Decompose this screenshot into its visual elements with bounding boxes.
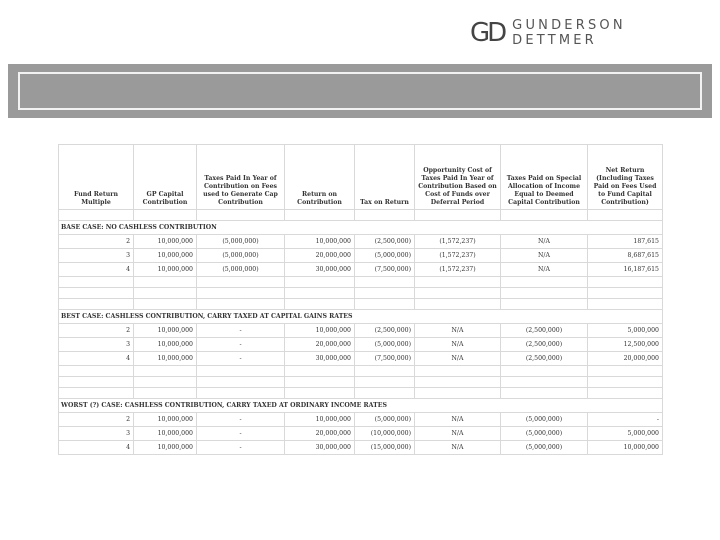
empty-cell xyxy=(415,377,501,388)
table-cell: N/A xyxy=(415,413,501,427)
title-banner-frame xyxy=(18,72,702,110)
table-cell: 10,000,000 xyxy=(134,352,197,366)
table-cell: 10,000,000 xyxy=(134,427,197,441)
empty-cell xyxy=(588,277,663,288)
table-cell: (2,500,000) xyxy=(501,324,588,338)
empty-cell xyxy=(588,299,663,310)
table-cell: 2 xyxy=(59,235,134,249)
table-cell: (5,000,000) xyxy=(501,413,588,427)
empty-cell xyxy=(285,366,355,377)
table-cell: (7,500,000) xyxy=(355,263,415,277)
empty-cell xyxy=(134,299,197,310)
spacer-row xyxy=(59,210,663,221)
table-row xyxy=(59,352,663,366)
empty-cell xyxy=(588,377,663,388)
empty-cell xyxy=(197,277,285,288)
table-cell: 12,500,000 xyxy=(588,338,663,352)
table-cell: 20,000,000 xyxy=(285,427,355,441)
table-cell: (10,000,000) xyxy=(355,427,415,441)
empty-cell xyxy=(285,210,355,221)
table-cell: (15,000,000) xyxy=(355,441,415,455)
table-cell: 30,000,000 xyxy=(285,263,355,277)
table-cell: (1,572,237) xyxy=(415,263,501,277)
empty-cell xyxy=(415,366,501,377)
table-cell: (1,572,237) xyxy=(415,249,501,263)
empty-cell xyxy=(197,388,285,399)
empty-cell xyxy=(415,288,501,299)
empty-cell xyxy=(415,299,501,310)
table-cell: (5,000,000) xyxy=(197,235,285,249)
empty-cell xyxy=(197,288,285,299)
empty-cell xyxy=(355,210,415,221)
empty-cell xyxy=(59,366,134,377)
table-cell: 10,000,000 xyxy=(134,263,197,277)
table-cell: 2 xyxy=(59,324,134,338)
table-cell: 20,000,000 xyxy=(285,249,355,263)
table-cell: (5,000,000) xyxy=(355,338,415,352)
empty-cell xyxy=(501,299,588,310)
table-cell: 10,000,000 xyxy=(285,413,355,427)
table-cell: 10,000,000 xyxy=(134,441,197,455)
empty-cell xyxy=(134,210,197,221)
empty-cell xyxy=(501,288,588,299)
empty-cell xyxy=(197,366,285,377)
table-cell: N/A xyxy=(501,263,588,277)
empty-cell xyxy=(134,277,197,288)
table-cell: (5,000,000) xyxy=(355,249,415,263)
empty-cell xyxy=(134,377,197,388)
empty-cell xyxy=(285,388,355,399)
table-row xyxy=(59,324,663,338)
table-cell: 30,000,000 xyxy=(285,352,355,366)
section-title: BEST CASE: CASHLESS CONTRIBUTION, CARRY TAXED AT CAPITAL GAINS RATES xyxy=(59,310,663,324)
table-cell: (2,500,000) xyxy=(501,352,588,366)
table-cell: 16,187,615 xyxy=(588,263,663,277)
table-cell: - xyxy=(197,427,285,441)
logo-text: GUNDERSON DETTMER xyxy=(512,18,626,48)
column-header: Taxes Paid In Year of Contribution on Fees used to Generate Cap Contribution xyxy=(197,145,285,210)
section-title: WORST (?) CASE: CASHLESS CONTRIBUTION, CARRY TAXED AT ORDINARY INCOME RATES xyxy=(59,399,663,413)
table-cell: (5,000,000) xyxy=(501,441,588,455)
table-cell: 10,000,000 xyxy=(285,324,355,338)
table-cell: 187,615 xyxy=(588,235,663,249)
column-header: Fund Return Multiple xyxy=(59,145,134,210)
spacer-row xyxy=(59,388,663,399)
empty-cell xyxy=(588,366,663,377)
column-header: Net Return (Including Taxes Paid on Fees Used to Fund Capital Contribution) xyxy=(588,145,663,210)
empty-cell xyxy=(197,299,285,310)
table-cell: 10,000,000 xyxy=(588,441,663,455)
empty-cell xyxy=(355,366,415,377)
table-cell: (1,572,237) xyxy=(415,235,501,249)
empty-cell xyxy=(355,288,415,299)
table-cell: - xyxy=(588,413,663,427)
empty-cell xyxy=(59,210,134,221)
empty-cell xyxy=(355,299,415,310)
table-cell: 10,000,000 xyxy=(285,235,355,249)
empty-cell xyxy=(415,388,501,399)
table-cell: 30,000,000 xyxy=(285,441,355,455)
table-row xyxy=(59,338,663,352)
column-header: Opportunity Cost of Taxes Paid In Year of Contribution Based on Cost of Funds over Deferral Period xyxy=(415,145,501,210)
table-cell: - xyxy=(197,352,285,366)
empty-cell xyxy=(59,288,134,299)
table-cell: (7,500,000) xyxy=(355,352,415,366)
table-cell: 10,000,000 xyxy=(134,235,197,249)
empty-cell xyxy=(285,377,355,388)
table-row xyxy=(59,441,663,455)
empty-cell xyxy=(197,210,285,221)
table-cell: - xyxy=(197,324,285,338)
table-cell: 20,000,000 xyxy=(285,338,355,352)
section-title: BASE CASE: NO CASHLESS CONTRIBUTION xyxy=(59,221,663,235)
table-cell: - xyxy=(197,338,285,352)
empty-cell xyxy=(197,377,285,388)
section-row xyxy=(59,399,663,413)
section-row xyxy=(59,221,663,235)
table-cell: (2,500,000) xyxy=(501,338,588,352)
empty-cell xyxy=(588,210,663,221)
empty-cell xyxy=(501,388,588,399)
spacer-row xyxy=(59,288,663,299)
empty-cell xyxy=(588,388,663,399)
logo-mark: GD xyxy=(470,18,505,48)
empty-cell xyxy=(285,288,355,299)
table-cell: 3 xyxy=(59,427,134,441)
table-cell: 10,000,000 xyxy=(134,338,197,352)
table-cell: N/A xyxy=(415,441,501,455)
table-cell: - xyxy=(197,413,285,427)
empty-cell xyxy=(134,288,197,299)
empty-cell xyxy=(355,277,415,288)
table-cell: 10,000,000 xyxy=(134,324,197,338)
column-header: Tax on Return xyxy=(355,145,415,210)
table-row xyxy=(59,263,663,277)
table-cell: 3 xyxy=(59,249,134,263)
table-cell: (5,000,000) xyxy=(197,249,285,263)
table-cell: (2,500,000) xyxy=(355,324,415,338)
empty-cell xyxy=(501,366,588,377)
table-cell: N/A xyxy=(415,338,501,352)
table-cell: (5,000,000) xyxy=(355,413,415,427)
table-row xyxy=(59,427,663,441)
table-cell: 4 xyxy=(59,263,134,277)
table-cell: 4 xyxy=(59,352,134,366)
table-cell: - xyxy=(197,441,285,455)
empty-cell xyxy=(285,277,355,288)
table-cell: N/A xyxy=(501,235,588,249)
table-cell: 2 xyxy=(59,413,134,427)
table-header-row xyxy=(59,145,663,210)
table-cell: 5,000,000 xyxy=(588,427,663,441)
empty-cell xyxy=(59,277,134,288)
table-cell: 10,000,000 xyxy=(134,249,197,263)
table-row xyxy=(59,413,663,427)
empty-cell xyxy=(415,210,501,221)
empty-cell xyxy=(501,377,588,388)
spacer-row xyxy=(59,366,663,377)
table-cell: 5,000,000 xyxy=(588,324,663,338)
company-logo xyxy=(470,14,710,52)
title-banner xyxy=(8,64,712,118)
empty-cell xyxy=(355,388,415,399)
column-header: Taxes Paid on Special Allocation of Income Equal to Deemed Capital Contribution xyxy=(501,145,588,210)
table-cell: (5,000,000) xyxy=(501,427,588,441)
table-cell: N/A xyxy=(415,324,501,338)
empty-cell xyxy=(501,210,588,221)
empty-cell xyxy=(59,377,134,388)
column-header: Return on Contribution xyxy=(285,145,355,210)
empty-cell xyxy=(59,388,134,399)
empty-cell xyxy=(355,377,415,388)
spacer-row xyxy=(59,377,663,388)
empty-cell xyxy=(588,288,663,299)
empty-cell xyxy=(59,299,134,310)
table-cell: 8,687,615 xyxy=(588,249,663,263)
tax-scenario-table xyxy=(58,144,663,455)
empty-cell xyxy=(134,388,197,399)
spacer-row xyxy=(59,277,663,288)
empty-cell xyxy=(134,366,197,377)
empty-cell xyxy=(501,277,588,288)
table-cell: 3 xyxy=(59,338,134,352)
empty-cell xyxy=(285,299,355,310)
section-row xyxy=(59,310,663,324)
table-cell: (2,500,000) xyxy=(355,235,415,249)
table-row xyxy=(59,235,663,249)
table-cell: N/A xyxy=(415,352,501,366)
empty-cell xyxy=(415,277,501,288)
table-cell: (5,000,000) xyxy=(197,263,285,277)
column-header: GP Capital Contribution xyxy=(134,145,197,210)
table-row xyxy=(59,249,663,263)
spacer-row xyxy=(59,299,663,310)
table-cell: 20,000,000 xyxy=(588,352,663,366)
table-cell: N/A xyxy=(415,427,501,441)
table-cell: N/A xyxy=(501,249,588,263)
table-cell: 4 xyxy=(59,441,134,455)
table-cell: 10,000,000 xyxy=(134,413,197,427)
